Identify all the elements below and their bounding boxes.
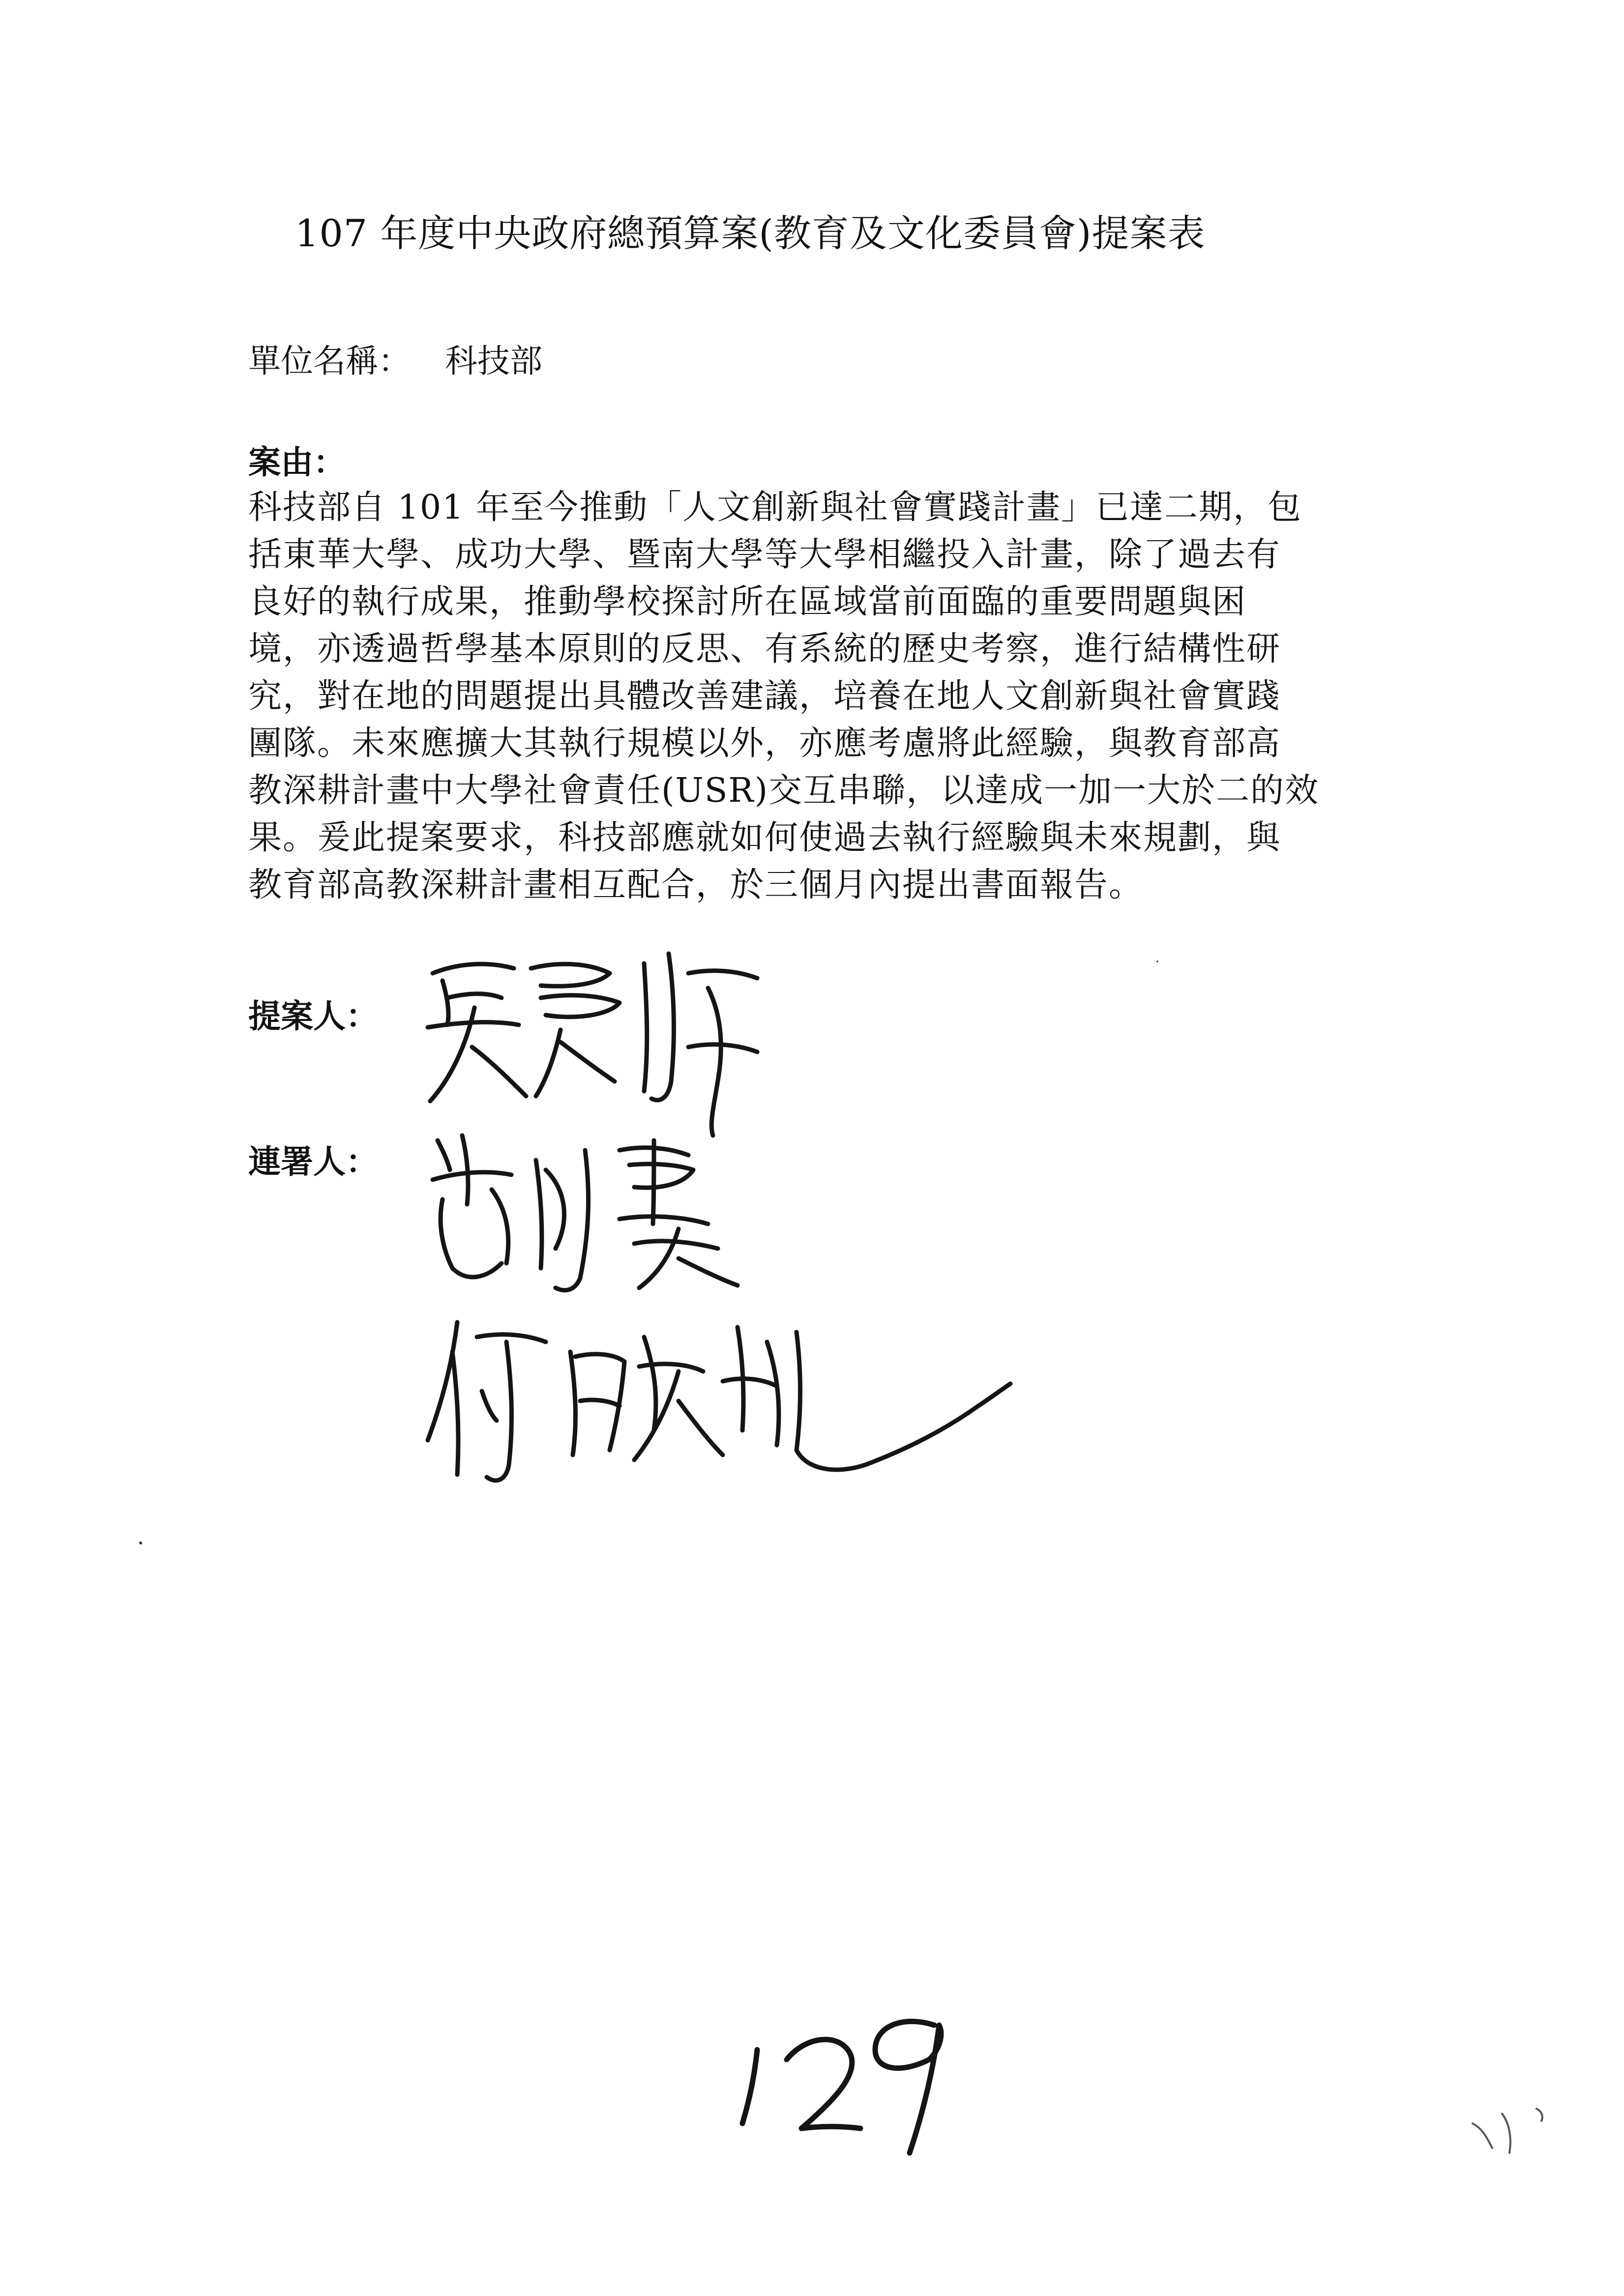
proposer-signature: [413, 934, 787, 1140]
reason-body: [248, 484, 1418, 909]
scan-speck: [1463, 2094, 1561, 2163]
reason-heading: 案由：: [248, 443, 346, 481]
page-number: [728, 2005, 964, 2163]
reason-line: 境，亦透過哲學基本原則的反思、有系統的歷史考察，進行結構性研: [248, 630, 1281, 668]
reason-line: 科技部自 101 年至今推動「人文創新與社會實踐計畫」已達二期，包: [248, 488, 1302, 527]
scan-speck: [138, 1539, 144, 1544]
reason-line: 教深耕計畫中大學社會責任(USR)交互串聯，以達成一加一大於二的效: [248, 771, 1320, 810]
scan-speck: [1155, 956, 1159, 960]
reason-line: 果。爰此提案要求，科技部應就如何使過去執行經驗與未來規劃，與: [248, 818, 1281, 857]
reason-line: 教育部高教深耕計畫相互配合，於三個月內提出書面報告。: [248, 866, 1144, 904]
proposer-label: 提案人：: [248, 997, 378, 1035]
reason-line: 括東華大學、成功大學、暨南大學等大學相繼投入計畫，除了過去有: [248, 535, 1281, 574]
reason-line: 團隊。未來應擴大其執行規模以外，亦應考慮將此經驗，與教育部高: [248, 724, 1281, 763]
reason-line: 良好的執行成果，推動學校探討所在區域當前面臨的重要問題與困: [248, 582, 1247, 621]
cosigner-signature-1: [423, 1121, 767, 1308]
unit-label: 單位名稱：: [248, 342, 411, 380]
unit-value: 科技部: [445, 342, 542, 380]
cosigner-signature-2: [423, 1293, 1013, 1499]
unit-row: [248, 339, 542, 383]
cosigner-label: 連署人：: [248, 1142, 378, 1181]
document-title: 107 年度中央政府總預算案(教育及文化委員會)提案表: [295, 211, 1206, 255]
reason-line: 究，對在地的問題提出具體改善建議，培養在地人文創新與社會實踐: [248, 677, 1281, 716]
